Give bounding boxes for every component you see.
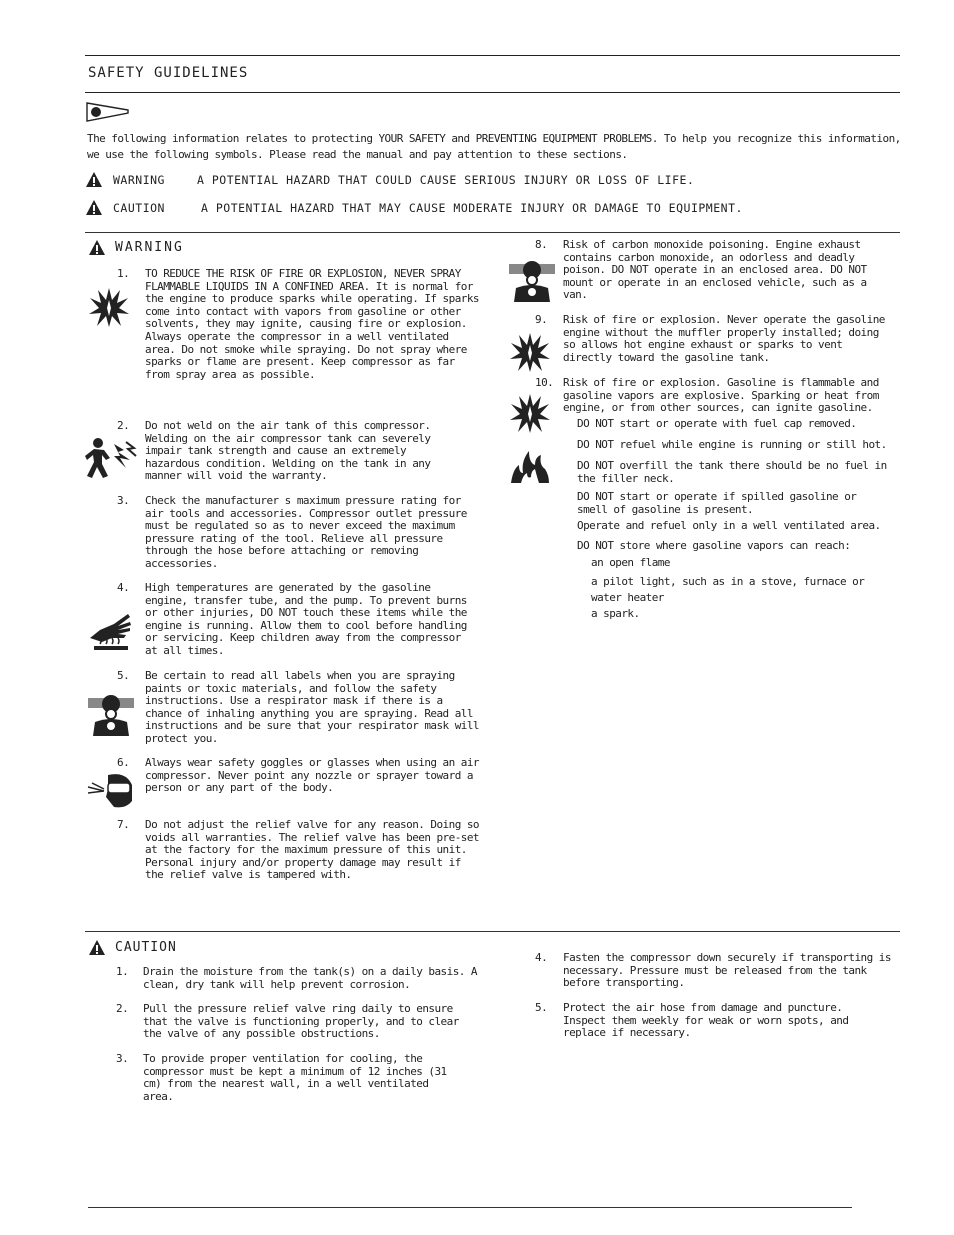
sub-item: Operate and refuel only in a well ventilated area.: [577, 519, 881, 532]
sub-item: DO NOT refuel while engine is running or still hot.: [577, 438, 887, 451]
read-manual-icon: [86, 102, 130, 126]
carbon-monoxide-icon: [508, 258, 556, 308]
sub-item: DO NOT start or operate with fuel cap removed.: [577, 417, 857, 430]
symbol-label: CAUTION: [113, 200, 165, 215]
sub-item: DO NOT overfill the tank there should be no fuel in the filler neck.: [577, 459, 887, 485]
safety-goggles-icon: [86, 771, 134, 813]
hot-surface-icon: [88, 608, 132, 656]
symbol-text: A POTENTIAL HAZARD THAT COULD CAUSE SERIOUS INJURY OR LOSS OF LIFE.: [197, 172, 695, 187]
warning-rule: [85, 232, 900, 233]
warning-title: WARNING: [88, 239, 184, 256]
fire-icon: [509, 449, 551, 489]
sub-sub-item: a pilot light, such as in a stove, furnace or water heater: [591, 575, 865, 604]
warning-triangle-icon: [85, 171, 103, 188]
symbol-label: WARNING: [113, 172, 165, 187]
warning-triangle-icon: [85, 199, 103, 216]
sub-sub-item: a spark.: [591, 607, 640, 620]
explosion-icon: [88, 286, 130, 332]
page-title: SAFETY GUIDELINES: [88, 65, 249, 81]
symbol-caution: [85, 199, 743, 216]
sub-item: DO NOT start or operate if spilled gasoline or smell of gasoline is present.: [577, 490, 857, 516]
explosion-icon: [509, 392, 551, 438]
top-rule: [85, 55, 900, 56]
sub-item: DO NOT store where gasoline vapors can reach:: [577, 539, 851, 552]
respirator-icon: [87, 692, 135, 742]
warning-triangle-icon: [88, 939, 106, 956]
symbol-text: A POTENTIAL HAZARD THAT MAY CAUSE MODERATE INJURY OR DAMAGE TO EQUIPMENT.: [201, 200, 743, 215]
symbol-warning: [85, 171, 694, 188]
caution-title: CAUTION: [88, 939, 177, 956]
caution-rule: [85, 931, 900, 932]
explosion-icon: [509, 331, 551, 377]
footer-rule: [88, 1207, 852, 1208]
electric-shock-icon: [84, 436, 138, 484]
intro-text: The following information relates to protecting YOUR SAFETY and PREVENTING EQUIPMENT PROBLEMS. To help you recognize this information, we use the following symbols. Please read the manual and pay attention to these sections.: [87, 132, 901, 161]
title-rule: [85, 92, 900, 93]
warning-triangle-icon: [88, 239, 106, 256]
sub-sub-item: an open flame: [591, 556, 670, 569]
